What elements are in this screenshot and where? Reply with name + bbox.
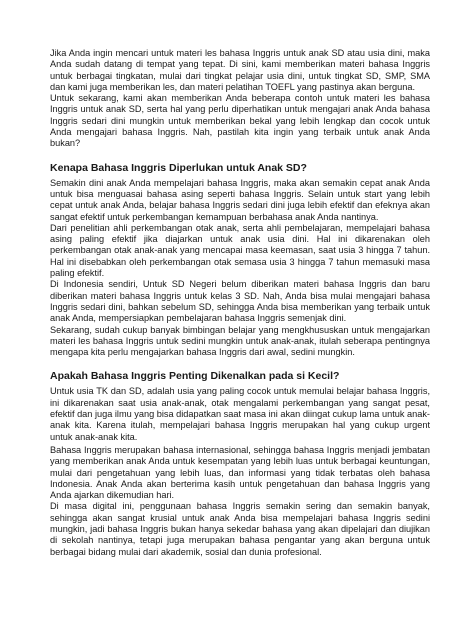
- section-heading-2: Apakah Bahasa Inggris Penting Dikenalkan pada si Kecil?: [50, 370, 340, 383]
- section1-paragraph-4: Sekarang, sudah cukup banyak bimbingan belajar yang mengkhususkan untuk mengajarkan materi les bahasa Inggris untuk sedini mungkin untuk anak-anak, itulah seberapa pentingnya mengapa kita perlu mengajarkan bahasa Inggris dari awal, sedini mungkin.: [50, 324, 430, 358]
- section2-paragraph-3: Di masa digital ini, penggunaan bahasa Inggris semakin sering dan semakin banyak, sehingga akan sangat krusial untuk anak Anda bisa mempelajari bahasa Inggris sedini mungkin, jadi bahasa Inggris bukan hanya sekedar bahasa yang akan dipelajari dan diujikan di sekolah nantinya, tetapi juga merupakan bahasa pengantar yang akan berguna untuk berbagai bidang mulai dari akademik, sosial dan dunia profesional.: [50, 501, 430, 557]
- section1-paragraph-2: Dari penelitian ahli perkembangan otak anak, serta ahli pembelajaran, mempelajari bahasa asing paling efektif jika diajarkan untuk anak usia dini. Hal ini dikarenakan oleh perkembangan otak anak-anak yang mencapai masa keemasan, saat usia 3 hingga 7 tahun. Hal ini disebabkan oleh perkembangan otak semasa usia 3 hingga 7 tahun memasuki masa paling efektif.: [50, 222, 430, 279]
- section2-paragraph-1: Untuk usia TK dan SD, adalah usia yang paling cocok untuk memulai belajar bahasa Inggris, ini dikarenakan saat usia anak-anak, otak mengalami perkembangan yang sangat pesat, efektif dan juga ilmu yang bisa didapatkan saat masa ini akan diingat cukup lama untuk anak-anak kita. Karena itulah, mempelajari bahasa Inggris merupakan hal yang cukup urgent untuk anak-anak kita.: [50, 386, 430, 442]
- section2-paragraph-2: Bahasa Inggris merupakan bahasa internasional, sehingga bahasa Inggris menjadi jembatan yang memberikan anak Anda untuk kesempatan yang lebih luas untuk berbagai keuntungan, mulai dari pengetahuan yang lebih luas, dan informasi yang tidak terbatas oleh bahasa Indonesia. Anak Anda akan berterima kasih untuk pengetahuan dan bahasa Inggris yang Anda ajarkan dikemudian hari.: [50, 444, 430, 501]
- section1-paragraph-1: Semakin dini anak Anda mempelajari bahasa Inggris, maka akan semakin cepat anak Anda untuk bisa menguasai bahasa asing seperti bahasa Inggris. Selain untuk start yang lebih cepat untuk anak Anda, belajar bahasa Inggris sedari dini juga lebih efektif dan efeknya akan sangat efektif untuk perkembangan kemampuan berbahasa anak Anda nantinya.: [50, 177, 430, 222]
- intro-paragraph-1: Jika Anda ingin mencari untuk materi les bahasa Inggris untuk anak SD atau usia dini, maka Anda sudah datang di tempat yang tepat. Di sini, kami memberikan materi bahasa Inggris untuk berbagai tingkatan, mulai dari tingkat pelajar usia dini, untuk tingkat SD, SMP, SMA dan kami juga memberikan les, dan materi pelatihan TOEFL yang pastinya akan berguna.: [50, 48, 430, 92]
- section1-paragraph-3: Di Indonesia sendiri, Untuk SD Negeri belum diberikan materi bahasa Inggris dan baru diberikan materi bahasa Inggris untuk kelas 3 SD. Nah, Anda bisa mulai mengajari bahasa Inggris sedari dini, bahkan sebelum SD, sehingga Anda bisa memberikan yang terbaik untuk anak Anda, mempersiapkan pembelajaran bahasa Inggris semenjak dini.: [50, 279, 430, 324]
- intro-paragraph-2: Untuk sekarang, kami akan memberikan Anda beberapa contoh untuk materi les bahasa Inggris untuk anak SD, serta hal yang perlu diperhatikan untuk mengajari anak Anda bahasa Inggris sedari dini mungkin untuk memberikan bekal yang lebih lengkap dan cocok untuk Anda mengajari bahasa Inggris. Nah, pastilah kita ingin yang terbaik untuk anak Anda bukan?: [50, 93, 430, 149]
- section-heading-1: Kenapa Bahasa Inggris Diperlukan untuk Anak SD?: [50, 161, 307, 174]
